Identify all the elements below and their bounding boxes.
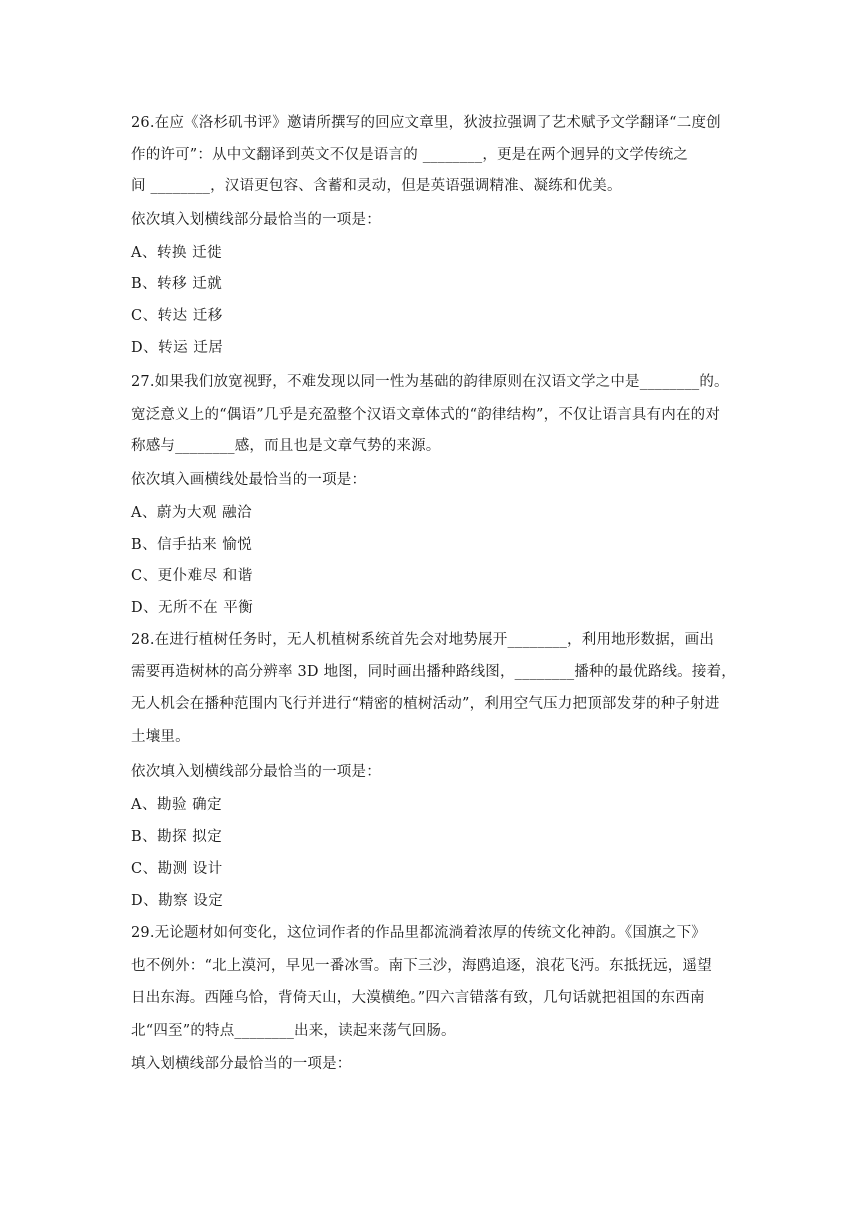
q29-prompt: 填入划横线部分最恰当的一项是： xyxy=(131,1056,352,1072)
q28-option-b: B、勘探 拟定 xyxy=(131,829,223,845)
q28-option-a: A、勘验 确定 xyxy=(131,797,223,813)
q26-option-d: D、转运 迁居 xyxy=(131,340,224,356)
q29-stem-line-4: 北“四至”的特点________出来，读起来荡气回肠。 xyxy=(131,1023,456,1039)
q26-prompt: 依次填入划横线部分最恰当的一项是： xyxy=(131,212,381,228)
q27-stem-line-2: 宽泛意义上的“偶语”几乎是充盈整个汉语文章体式的“韵律结构”，不仅让语言具有内在的对 xyxy=(131,407,721,423)
q26-option-c: C、转达 迁移 xyxy=(131,308,223,324)
q29-stem-line-3: 日出东海。西陲乌恰，背倚天山，大漠横绝。”四六言错落有致，几句话就把祖国的东西南 xyxy=(131,990,705,1006)
q28-stem-line-2: 需要再造树林的高分辨率 3D 地图，同时画出播种路线图，________播种的最优路线。接着， xyxy=(131,664,736,680)
q27-option-b: B、信手拈来 愉悦 xyxy=(131,537,253,553)
q28-option-d: D、勘察 设定 xyxy=(131,893,224,909)
q28-stem-line-3: 无人机会在播种范围内飞行并进行“精密的植树活动”，利用空气压力把顶部发芽的种子射进 xyxy=(131,696,720,712)
q26-option-b: B、转移 迁就 xyxy=(131,276,223,292)
q29-stem-line-2: 也不例外：“北上漠河，早见一番冰雪。南下三沙，海鸥追逐，浪花飞沔。东抵抚远，遥望 xyxy=(131,958,712,974)
q26-option-a: A、转换 迁徙 xyxy=(131,245,223,261)
q29-stem-line-1: 29.无论题材如何变化，这位词作者的作品里都流淌着浓厚的传统文化神韵。《国旗之下》 xyxy=(131,925,707,941)
q27-option-c: C、更仆难尽 和谐 xyxy=(131,568,253,584)
q26-stem-line-1: 26.在应《洛杉矶书评》邀请所撰写的回应文章里，狄波拉强调了艺术赋予文学翻译“二度创 xyxy=(131,115,721,131)
q26-stem-line-2: 作的许可”：从中文翻译到英文不仅是语言的 ________，更是在两个迥异的文学传统之 xyxy=(131,147,689,163)
q28-stem-line-4: 土壤里。 xyxy=(131,729,190,745)
q28-option-c: C、勘测 设计 xyxy=(131,861,223,877)
q27-stem-line-3: 称感与________感，而且也是文章气势的来源。 xyxy=(131,438,441,454)
q28-stem-line-1: 28.在进行植树任务时，无人机植树系统首先会对地势展开________，利用地形数据，画出 xyxy=(131,632,715,648)
q27-stem-line-1: 27.如果我们放宽视野，不难发现以同一性为基础的韵律原则在汉语文学之中是________的。 xyxy=(131,374,729,390)
q26-stem-line-3: 间 ________，汉语更包容、含蓄和灵动，但是英语强调精准、凝练和优美。 xyxy=(131,178,622,194)
q28-prompt: 依次填入划横线部分最恰当的一项是： xyxy=(131,764,381,780)
q27-option-d: D、无所不在 平衡 xyxy=(131,600,254,616)
q27-prompt: 依次填入画横线处最恰当的一项是： xyxy=(131,472,367,488)
q27-option-a: A、蔚为大观 融洽 xyxy=(131,505,253,521)
